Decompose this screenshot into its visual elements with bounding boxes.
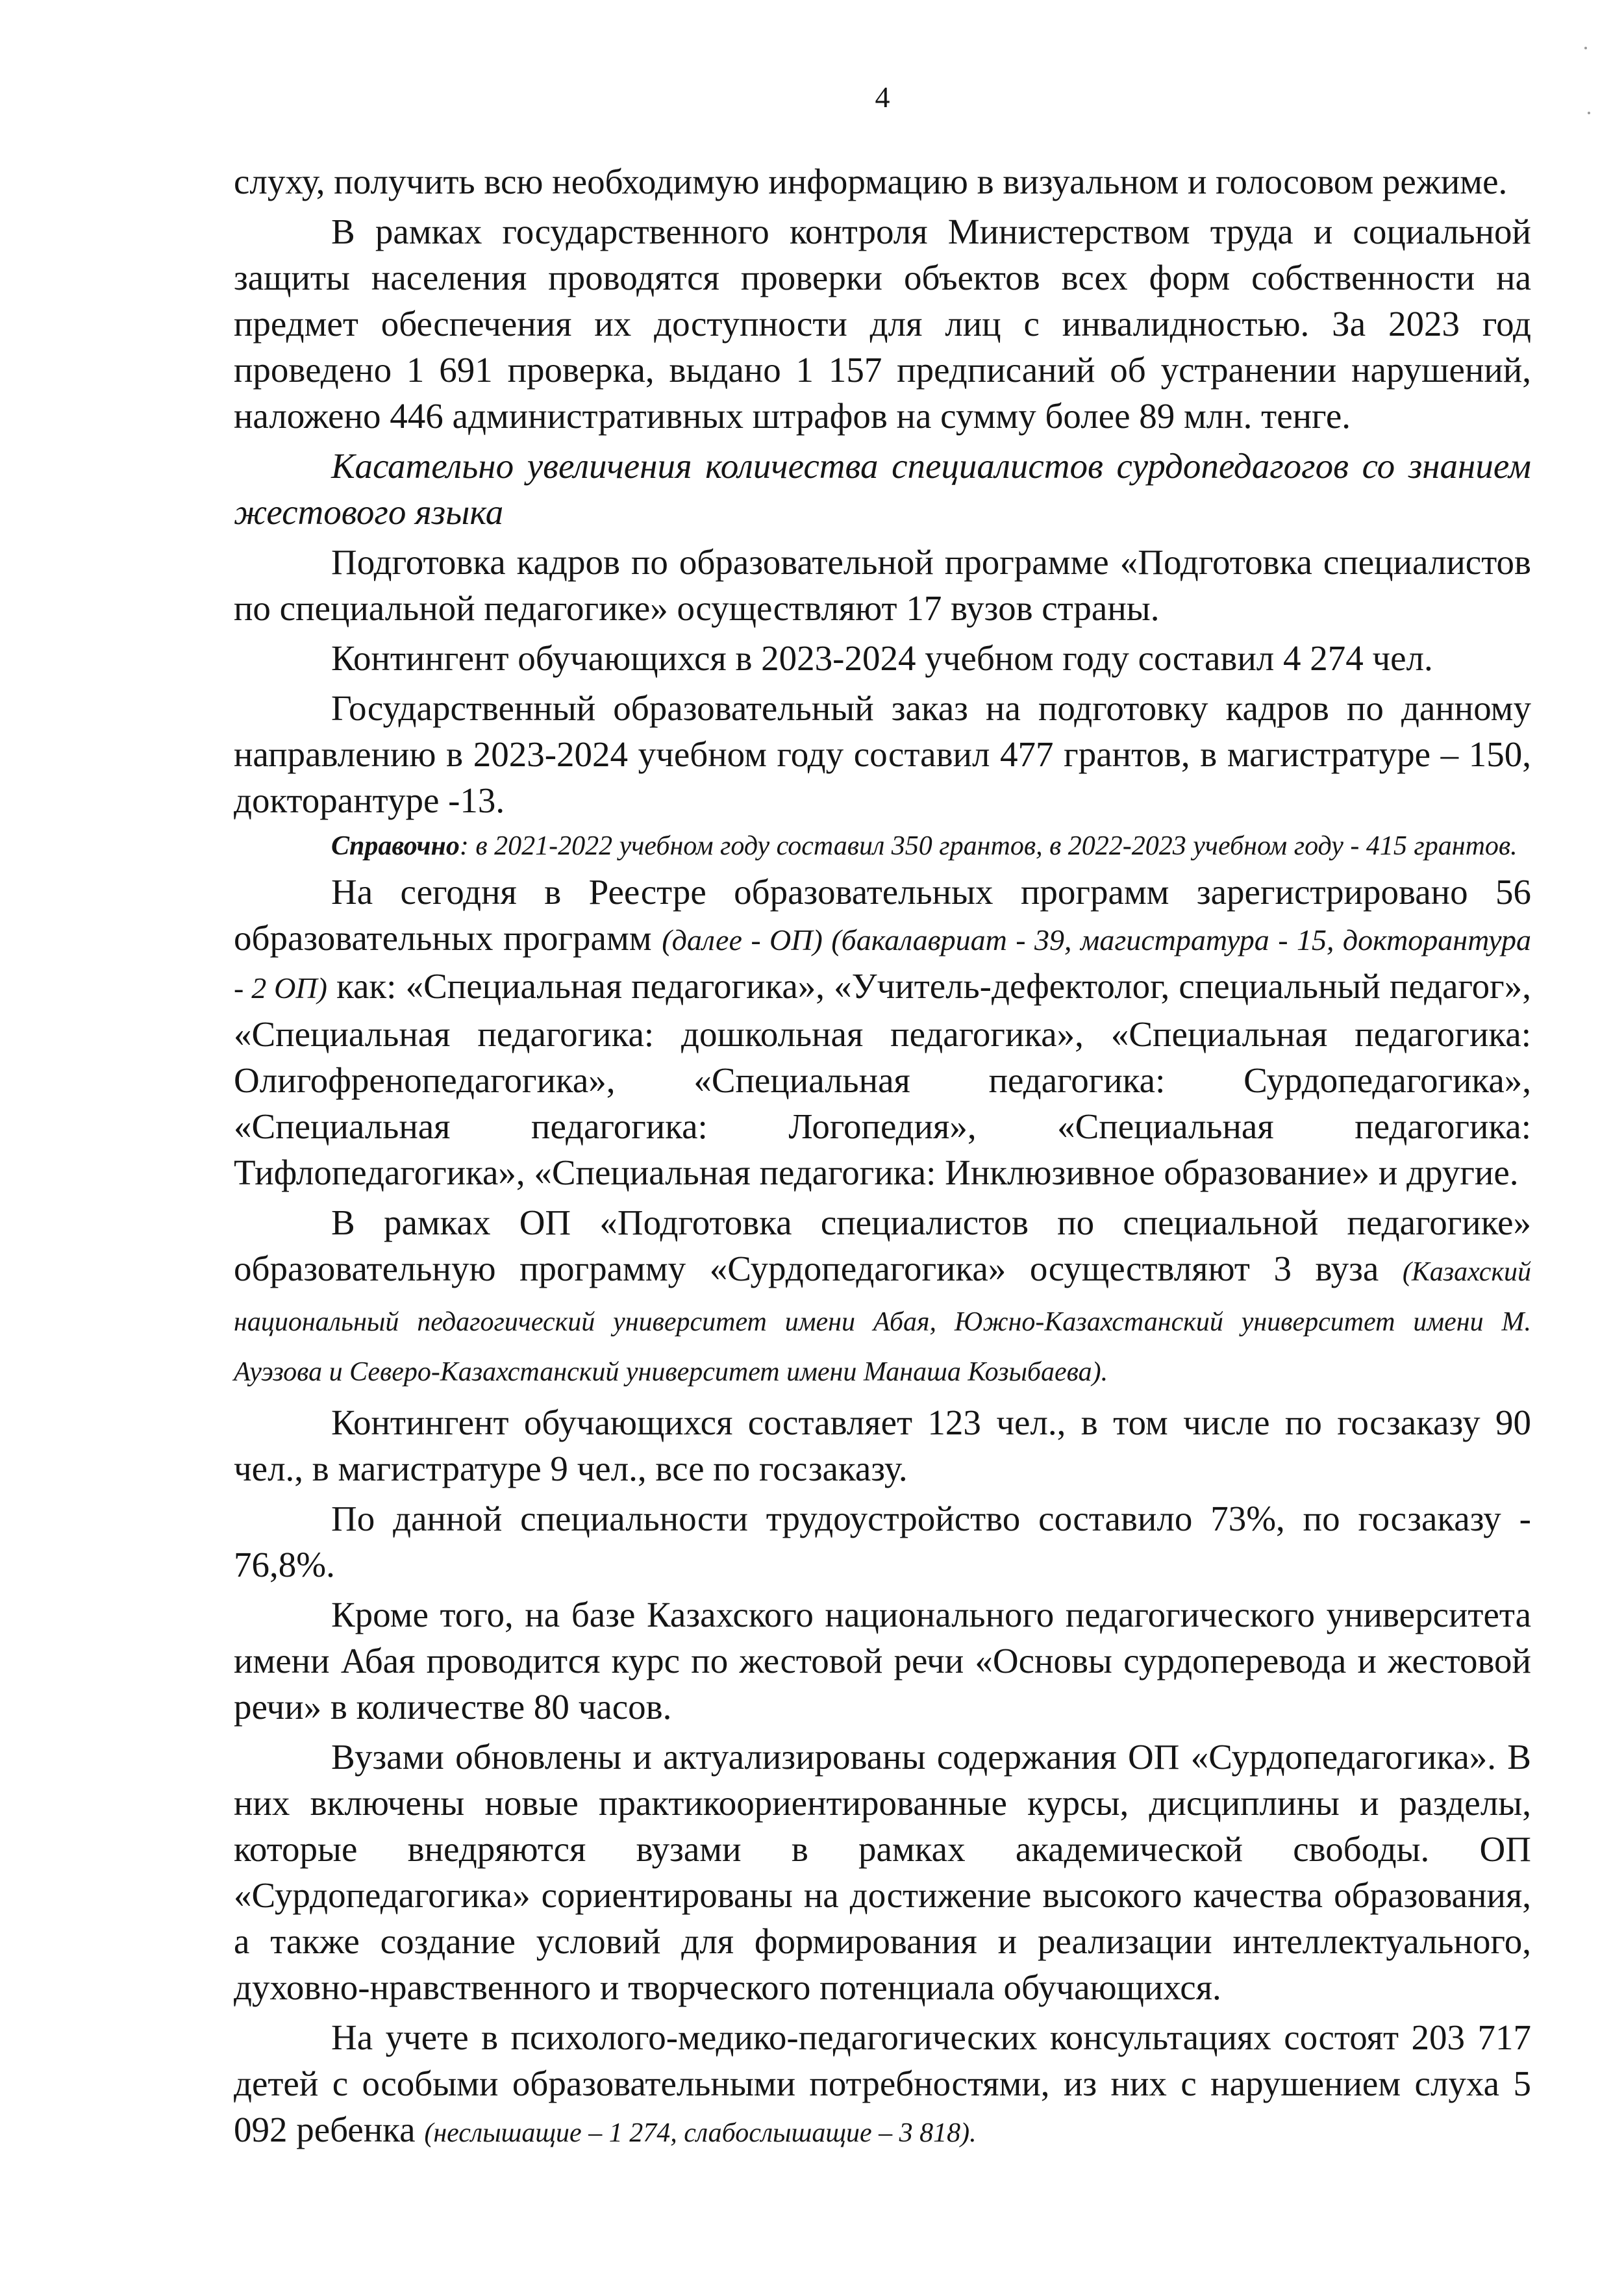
universities-note: (Казахский национальный педагогический университет имени Абая, Южно-Казахстанский университет имени М. Ауэзова и Северо-Казахстанский университет имени Манаша Козыбаева). [234,1257,1531,1387]
paragraph-contingent: Контингент обучающихся в 2023-2024 учебном году составил 4 274 чел. [331,638,1433,678]
page-number: 4 [875,81,890,114]
paragraph-pmpk [234,2014,1531,2156]
section-heading: Касательно увеличения количества специалистов сурдопедагогов со знанием жестового языка [234,446,1531,532]
paragraph-contingent-surdo: Контингент обучающихся составляет 123 чел., в том числе по госзаказу 90 чел., в магистратуре 9 чел., все по госзаказу. [234,1403,1531,1488]
paragraph-course: Кроме того, на базе Казахского национального педагогического университета имени Абая проводится курс по жестовой речи «Основы сурдоперевода и жестовой речи» в количестве 80 часов. [234,1595,1531,1727]
paragraph-continuation: слуху, получить всю необходимую информацию в визуальном и голосовом режиме. [234,162,1508,201]
pmpk-note: (неслышащие – 1 274, слабослышащие – 3 818). [424,2118,977,2148]
registry-text-a: На сегодня в Реестре образовательных программ зарегистрировано 56 образовательных программ [234,872,1531,958]
paragraph-training: Подготовка кадров по образовательной программе «Подготовка специалистов по специальной педагогике» осуществляют 17 вузов страны. [234,542,1531,628]
paragraph-employment: По данной специальности трудоустройство составило 73%, по госзаказу - 76,8%. [234,1499,1531,1584]
registry-text-b: как: «Специальная педагогика», «Учитель-дефектолог, специальный педагог», «Специальная педагогика: дошкольная педагогика», «Специальная педагогика: Олигофренопедагогика», «Специальная педагогика: Сурдопедагогика», «Специальная педагогика: Логопедия», «Специальная педагогика: Тифлопедагогика», «Специальная педагогика: Инклюзивное образование» и другие. [234,966,1531,1192]
paragraph-updated-content: Вузами обновлены и актуализированы содержания ОП «Сурдопедагогика». В них включены новые практикоориентированные курсы, дисциплины и разделы, которые внедряются вузами в рамках академической свободы. ОП «Сурдопедагогика» сориентированы на достижение высокого качества образования, а также создание условий для формирования и реализации интеллектуального, духовно-нравственного и творческого потенциала обучающихся. [234,1737,1531,2007]
registry-note: (далее - ОП) (бакалавриат - 39, магистратура - 15, докторантура - 2 ОП) [234,923,1531,1005]
reference-note [234,827,1531,865]
document-page [234,78,1531,2160]
paragraph-universities [234,1199,1531,1395]
reference-label: Справочно [331,831,460,861]
scan-speck [1588,112,1590,114]
reference-text: : в 2021-2022 учебном году составил 350 грантов, в 2022-2023 учебном году - 415 грантов. [459,831,1518,861]
paragraph-registry [234,869,1531,1195]
paragraph-state-order: Государственный образовательный заказ на подготовку кадров по данному направлению в 2023-2024 учебном году составил 477 грантов, в магистратуре – 150, докторантуре -13. [234,688,1531,820]
universities-text-a: В рамках ОП «Подготовка специалистов по специальной педагогике» образовательную программу «Сурдопедагогика» осуществляют 3 вуза [234,1203,1531,1288]
pmpk-text-a: На учете в психолого-медико-педагогических консультациях состоят 203 717 детей с особыми образовательными потребностями, из них с нарушением слуха 5 092 ребенка [234,2018,1531,2149]
paragraph-state-control: В рамках государственного контроля Министерством труда и социальной защиты населения проводятся проверки объектов всех форм собственности на предмет обеспечения их доступности для лиц с инвалидностью. За 2023 год проведено 1 691 проверка, выдано 1 157 предписаний об устранении нарушений, наложено 446 административных штрафов на сумму более 89 млн. тенге. [234,212,1531,436]
scan-speck [1584,47,1587,49]
